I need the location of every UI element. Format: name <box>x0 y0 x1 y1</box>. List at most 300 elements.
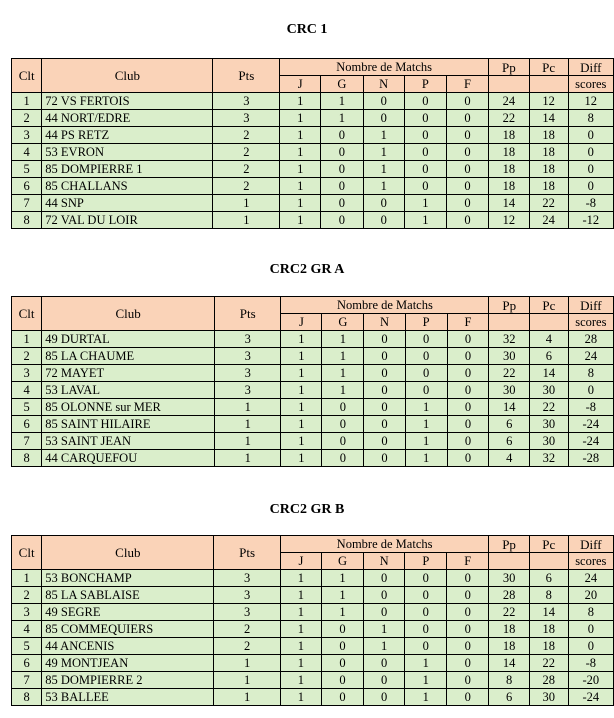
cell-g: 1 <box>322 348 364 365</box>
cell-club: 53 EVRON <box>42 144 213 161</box>
cell-j: 1 <box>281 348 322 365</box>
table-row <box>12 638 614 655</box>
cell-f: 0 <box>447 587 489 604</box>
header-matches-group: Nombre de Matchs <box>280 59 489 76</box>
header-points-against-blank <box>529 76 568 93</box>
cell-n: 0 <box>364 433 405 450</box>
cell-pp: 6 <box>489 689 530 706</box>
cell-p: 1 <box>405 416 447 433</box>
cell-pp: 28 <box>489 587 530 604</box>
cell-f: 0 <box>446 178 488 195</box>
cell-club: 53 BALLEE <box>42 689 214 706</box>
cell-pp: 14 <box>489 655 530 672</box>
cell-pc: 14 <box>530 365 569 382</box>
header-diff: Diff <box>568 59 613 76</box>
table-row <box>12 570 614 587</box>
cell-pc: 32 <box>530 450 569 467</box>
cell-pc: 6 <box>530 348 569 365</box>
header-drawn: N <box>363 76 404 93</box>
header-played: J <box>281 314 322 331</box>
cell-pc: 30 <box>530 416 569 433</box>
cell-pts: 1 <box>214 689 281 706</box>
cell-g: 0 <box>322 433 364 450</box>
cell-f: 0 <box>447 433 489 450</box>
table-row <box>12 416 614 433</box>
cell-j: 1 <box>280 110 321 127</box>
cell-g: 0 <box>321 689 363 706</box>
header-points-for-blank <box>489 553 530 570</box>
header-matches-group: Nombre de Matchs <box>280 536 488 553</box>
cell-p: 0 <box>405 621 447 638</box>
cell-club: 53 LAVAL <box>42 382 215 399</box>
header-club: Club <box>42 536 214 570</box>
cell-pts: 2 <box>214 638 281 655</box>
cell-pts: 1 <box>214 672 281 689</box>
cell-club: 85 CHALLANS <box>42 178 213 195</box>
cell-diff: 24 <box>568 570 613 587</box>
cell-club: 53 BONCHAMP <box>42 570 214 587</box>
cell-g: 0 <box>321 195 363 212</box>
header-points-against: Pc <box>529 59 568 76</box>
cell-club: 44 CARQUEFOU <box>42 450 215 467</box>
cell-g: 1 <box>322 382 364 399</box>
header-diff: Diff <box>568 536 613 553</box>
header-rank: Clt <box>12 59 42 93</box>
cell-club: 44 SNP <box>42 195 213 212</box>
cell-club: 72 VAL DU LOIR <box>42 212 213 229</box>
cell-f: 0 <box>447 365 489 382</box>
cell-n: 1 <box>364 621 405 638</box>
cell-clt: 1 <box>12 93 42 110</box>
cell-pc: 14 <box>529 604 568 621</box>
cell-f: 0 <box>447 331 489 348</box>
cell-clt: 8 <box>12 212 42 229</box>
cell-club: 72 MAYET <box>42 365 215 382</box>
cell-g: 0 <box>321 621 363 638</box>
cell-p: 1 <box>405 672 447 689</box>
cell-pts: 3 <box>215 382 281 399</box>
cell-pp: 32 <box>489 331 530 348</box>
cell-f: 0 <box>446 93 488 110</box>
header-points-against: Pc <box>529 536 568 553</box>
cell-pc: 18 <box>529 144 568 161</box>
cell-pp: 8 <box>489 672 530 689</box>
table-row <box>12 587 614 604</box>
cell-diff: 28 <box>568 331 613 348</box>
cell-pts: 3 <box>214 570 281 587</box>
cell-p: 0 <box>405 365 447 382</box>
cell-club: 44 ANCENIS <box>42 638 214 655</box>
cell-diff: 0 <box>568 178 613 195</box>
cell-f: 0 <box>447 672 489 689</box>
cell-pts: 1 <box>214 655 281 672</box>
cell-pc: 18 <box>529 161 568 178</box>
header-points-for: Pp <box>489 59 530 76</box>
header-diff-scores: scores <box>568 553 613 570</box>
cell-f: 0 <box>446 127 488 144</box>
cell-j: 1 <box>280 212 321 229</box>
cell-pc: 6 <box>529 570 568 587</box>
cell-club: 85 SAINT HILAIRE <box>42 416 215 433</box>
cell-f: 0 <box>446 212 488 229</box>
standings-table <box>11 535 614 706</box>
cell-n: 0 <box>364 331 405 348</box>
cell-pc: 30 <box>530 433 569 450</box>
cell-clt: 4 <box>12 382 42 399</box>
cell-n: 0 <box>364 382 405 399</box>
cell-clt: 2 <box>12 348 42 365</box>
header-points-against: Pc <box>530 297 569 314</box>
table-row <box>12 399 614 416</box>
cell-g: 0 <box>321 655 363 672</box>
cell-n: 0 <box>363 110 404 127</box>
cell-club: 44 NORT/EDRE <box>42 110 213 127</box>
cell-clt: 3 <box>12 127 42 144</box>
cell-g: 0 <box>321 672 363 689</box>
cell-n: 1 <box>363 161 404 178</box>
cell-pp: 12 <box>489 212 530 229</box>
cell-p: 1 <box>405 433 447 450</box>
table-row <box>12 365 614 382</box>
cell-pc: 18 <box>529 638 568 655</box>
cell-n: 0 <box>364 348 405 365</box>
cell-clt: 7 <box>12 433 42 450</box>
cell-pp: 18 <box>489 161 530 178</box>
table-row <box>12 382 614 399</box>
cell-f: 0 <box>447 450 489 467</box>
cell-pts: 2 <box>213 161 280 178</box>
cell-club: 44 PS RETZ <box>42 127 213 144</box>
cell-g: 0 <box>321 638 363 655</box>
section-title: CRC 1 <box>286 22 328 37</box>
cell-pc: 18 <box>529 621 568 638</box>
cell-j: 1 <box>280 621 321 638</box>
cell-j: 1 <box>280 178 321 195</box>
cell-pp: 22 <box>489 365 530 382</box>
cell-club: 85 DOMPIERRE 1 <box>42 161 213 178</box>
header-points-for-blank <box>489 314 530 331</box>
cell-clt: 2 <box>12 110 42 127</box>
cell-p: 0 <box>404 93 446 110</box>
section-title: CRC2 GR B <box>269 502 345 517</box>
cell-diff: 24 <box>568 348 613 365</box>
cell-j: 1 <box>281 416 322 433</box>
standings-table <box>11 58 614 229</box>
cell-pp: 6 <box>489 433 530 450</box>
header-points: Pts <box>215 297 281 331</box>
cell-j: 1 <box>280 655 321 672</box>
cell-clt: 5 <box>12 638 42 655</box>
header-lost: P <box>405 314 447 331</box>
table-row <box>12 348 614 365</box>
header-points-for: Pp <box>489 297 530 314</box>
cell-pc: 30 <box>530 382 569 399</box>
cell-club: 85 COMMEQUIERS <box>42 621 214 638</box>
cell-pc: 22 <box>529 195 568 212</box>
cell-club: 49 DURTAL <box>42 331 215 348</box>
cell-pp: 24 <box>489 93 530 110</box>
cell-p: 0 <box>405 331 447 348</box>
cell-clt: 3 <box>12 365 42 382</box>
cell-f: 0 <box>447 382 489 399</box>
cell-diff: 0 <box>568 127 613 144</box>
cell-clt: 1 <box>12 331 42 348</box>
cell-pts: 3 <box>215 365 281 382</box>
standings-table <box>11 296 614 467</box>
cell-pc: 28 <box>529 672 568 689</box>
cell-n: 0 <box>363 93 404 110</box>
cell-j: 1 <box>280 638 321 655</box>
cell-diff: 0 <box>568 621 613 638</box>
cell-p: 0 <box>405 604 447 621</box>
cell-pts: 2 <box>213 178 280 195</box>
cell-j: 1 <box>281 382 322 399</box>
table-row <box>12 655 614 672</box>
cell-g: 1 <box>321 93 363 110</box>
cell-club: 85 OLONNE sur MER <box>42 399 215 416</box>
cell-p: 0 <box>405 570 447 587</box>
cell-f: 0 <box>447 570 489 587</box>
cell-g: 0 <box>322 416 364 433</box>
cell-pts: 1 <box>215 416 281 433</box>
cell-pts: 3 <box>214 604 281 621</box>
cell-clt: 5 <box>12 399 42 416</box>
header-points-against-blank <box>530 314 569 331</box>
cell-g: 1 <box>321 604 363 621</box>
cell-g: 0 <box>321 178 363 195</box>
cell-diff: -12 <box>568 212 613 229</box>
cell-f: 0 <box>447 621 489 638</box>
header-diff-scores: scores <box>568 76 613 93</box>
cell-g: 0 <box>321 212 363 229</box>
cell-diff: 0 <box>568 382 613 399</box>
cell-pp: 30 <box>489 382 530 399</box>
cell-f: 0 <box>447 689 489 706</box>
cell-j: 1 <box>281 433 322 450</box>
cell-pts: 2 <box>214 621 281 638</box>
table-row <box>12 450 614 467</box>
cell-p: 1 <box>405 689 447 706</box>
header-forfeit: F <box>447 553 489 570</box>
cell-pp: 22 <box>489 110 530 127</box>
cell-p: 1 <box>404 195 446 212</box>
cell-n: 0 <box>363 195 404 212</box>
cell-n: 1 <box>364 638 405 655</box>
cell-diff: 8 <box>568 110 613 127</box>
cell-g: 1 <box>321 570 363 587</box>
cell-n: 0 <box>364 672 405 689</box>
cell-diff: 12 <box>568 93 613 110</box>
header-lost: P <box>404 76 446 93</box>
cell-pc: 8 <box>529 587 568 604</box>
cell-n: 0 <box>364 587 405 604</box>
table-row <box>12 672 614 689</box>
cell-pts: 3 <box>215 348 281 365</box>
cell-f: 0 <box>447 638 489 655</box>
header-won: G <box>321 76 363 93</box>
cell-j: 1 <box>281 365 322 382</box>
cell-n: 0 <box>364 416 405 433</box>
cell-p: 1 <box>404 212 446 229</box>
cell-pts: 2 <box>213 144 280 161</box>
cell-diff: -24 <box>568 689 613 706</box>
cell-pp: 22 <box>489 604 530 621</box>
header-won: G <box>322 314 364 331</box>
cell-j: 1 <box>280 127 321 144</box>
cell-pts: 2 <box>213 127 280 144</box>
cell-clt: 6 <box>12 416 42 433</box>
cell-pp: 18 <box>489 127 530 144</box>
cell-club: 49 SEGRE <box>42 604 214 621</box>
table-row <box>12 195 614 212</box>
cell-pc: 14 <box>529 110 568 127</box>
table-row <box>12 212 614 229</box>
cell-pp: 14 <box>489 195 530 212</box>
header-points-for: Pp <box>489 536 530 553</box>
cell-g: 1 <box>321 110 363 127</box>
cell-pts: 1 <box>215 433 281 450</box>
header-rank: Clt <box>12 297 42 331</box>
cell-clt: 6 <box>12 655 42 672</box>
table-row <box>12 144 614 161</box>
cell-clt: 7 <box>12 672 42 689</box>
cell-clt: 4 <box>12 621 42 638</box>
cell-g: 1 <box>322 331 364 348</box>
cell-p: 0 <box>405 382 447 399</box>
cell-f: 0 <box>447 399 489 416</box>
cell-n: 0 <box>363 212 404 229</box>
cell-g: 0 <box>322 399 364 416</box>
cell-j: 1 <box>281 331 322 348</box>
cell-j: 1 <box>280 672 321 689</box>
cell-p: 0 <box>404 127 446 144</box>
cell-p: 0 <box>404 110 446 127</box>
cell-g: 0 <box>321 144 363 161</box>
cell-pts: 1 <box>215 450 281 467</box>
cell-f: 0 <box>447 604 489 621</box>
cell-pp: 6 <box>489 416 530 433</box>
cell-diff: 8 <box>568 365 613 382</box>
cell-f: 0 <box>447 348 489 365</box>
cell-n: 0 <box>364 570 405 587</box>
cell-p: 0 <box>405 638 447 655</box>
cell-club: 53 SAINT JEAN <box>42 433 215 450</box>
cell-n: 0 <box>364 655 405 672</box>
cell-pc: 24 <box>529 212 568 229</box>
cell-pts: 1 <box>213 195 280 212</box>
cell-clt: 7 <box>12 195 42 212</box>
header-played: J <box>280 76 321 93</box>
table-row <box>12 604 614 621</box>
header-points: Pts <box>214 536 281 570</box>
cell-diff: -8 <box>568 655 613 672</box>
cell-club: 85 DOMPIERRE 2 <box>42 672 214 689</box>
cell-diff: 20 <box>568 587 613 604</box>
cell-pp: 30 <box>489 570 530 587</box>
cell-diff: -24 <box>568 433 613 450</box>
cell-n: 0 <box>364 365 405 382</box>
cell-clt: 8 <box>12 450 42 467</box>
cell-f: 0 <box>446 144 488 161</box>
header-won: G <box>321 553 363 570</box>
cell-diff: -8 <box>568 399 613 416</box>
table-row <box>12 178 614 195</box>
header-drawn: N <box>364 314 405 331</box>
cell-pts: 3 <box>214 587 281 604</box>
cell-pts: 3 <box>213 110 280 127</box>
cell-club: 85 LA CHAUME <box>42 348 215 365</box>
cell-pc: 12 <box>529 93 568 110</box>
table-row <box>12 689 614 706</box>
table-row <box>12 127 614 144</box>
cell-pc: 22 <box>530 399 569 416</box>
cell-n: 0 <box>364 399 405 416</box>
cell-j: 1 <box>280 604 321 621</box>
table-row <box>12 93 614 110</box>
header-forfeit: F <box>446 76 488 93</box>
cell-diff: -8 <box>568 195 613 212</box>
cell-n: 0 <box>364 604 405 621</box>
header-club: Club <box>42 59 213 93</box>
cell-p: 0 <box>405 587 447 604</box>
header-points: Pts <box>213 59 280 93</box>
cell-pts: 1 <box>215 399 281 416</box>
cell-j: 1 <box>280 195 321 212</box>
cell-g: 0 <box>322 450 364 467</box>
cell-pts: 1 <box>213 212 280 229</box>
cell-pp: 30 <box>489 348 530 365</box>
header-forfeit: F <box>447 314 489 331</box>
header-matches-group: Nombre de Matchs <box>281 297 489 314</box>
cell-f: 0 <box>446 110 488 127</box>
cell-f: 0 <box>447 416 489 433</box>
table-row <box>12 621 614 638</box>
cell-pp: 18 <box>489 621 530 638</box>
cell-pts: 3 <box>215 331 281 348</box>
cell-pc: 4 <box>530 331 569 348</box>
cell-pp: 18 <box>489 178 530 195</box>
cell-g: 1 <box>322 365 364 382</box>
cell-p: 0 <box>404 161 446 178</box>
cell-j: 1 <box>280 161 321 178</box>
cell-j: 1 <box>280 570 321 587</box>
cell-clt: 6 <box>12 178 42 195</box>
cell-f: 0 <box>446 161 488 178</box>
cell-diff: 8 <box>568 604 613 621</box>
cell-diff: -20 <box>568 672 613 689</box>
header-club: Club <box>42 297 215 331</box>
cell-g: 0 <box>321 161 363 178</box>
cell-f: 0 <box>446 195 488 212</box>
header-diff-scores: scores <box>568 314 613 331</box>
cell-g: 1 <box>321 587 363 604</box>
cell-club: 72 VS FERTOIS <box>42 93 213 110</box>
cell-club: 85 LA SABLAISE <box>42 587 214 604</box>
cell-pp: 18 <box>489 638 530 655</box>
header-row <box>12 536 614 553</box>
cell-p: 0 <box>405 348 447 365</box>
cell-p: 1 <box>405 450 447 467</box>
cell-pc: 30 <box>529 689 568 706</box>
cell-g: 0 <box>321 127 363 144</box>
cell-j: 1 <box>281 399 322 416</box>
header-row <box>12 59 614 76</box>
cell-n: 0 <box>364 689 405 706</box>
cell-clt: 1 <box>12 570 42 587</box>
section-title: CRC2 GR A <box>269 262 345 277</box>
header-played: J <box>280 553 321 570</box>
cell-pc: 18 <box>529 127 568 144</box>
